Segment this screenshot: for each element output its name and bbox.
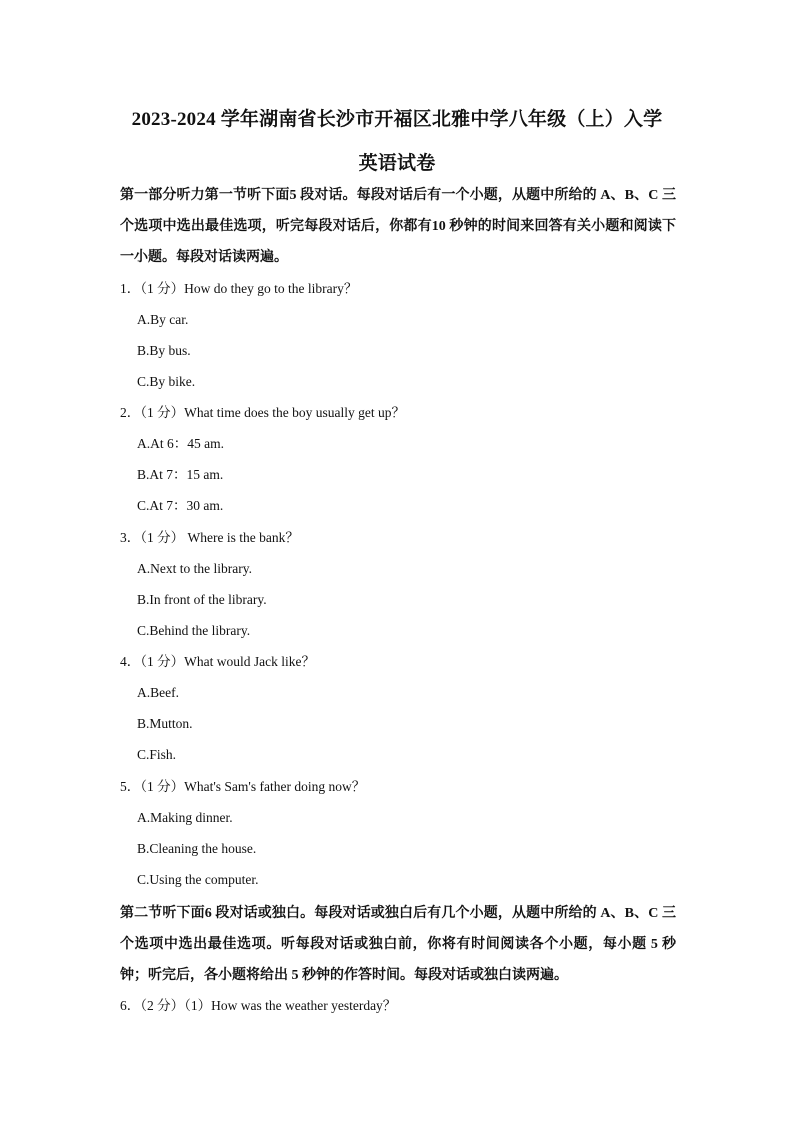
section2-instructions: 第二节听下面6 段对话或独白。每段对话或独白后有几个小题，从题中所给的 A、B、C 三个选项中选出最佳选项。听每段对话或独白前，你将有时间阅读各个小题，每小题 5 秒钟；听完后，各小题将给出 5 秒钟的作答时间。每段对话或独白读两遍。	[120, 906, 676, 983]
question-2-option-b: B.At 7：15 am.	[137, 467, 224, 482]
question-3-stem: 3．（1 分） Where is the bank？	[120, 530, 299, 545]
question-4-stem: 4．（1 分）What would Jack like？	[120, 654, 315, 669]
question-3-option-b: B.In front of the library.	[137, 592, 267, 607]
question-5-option-c: C.Using the computer.	[137, 872, 259, 887]
question-5-option-b: B.Cleaning the house.	[137, 841, 257, 856]
question-6-stem: 6．（2 分）（1）How was the weather yesterday？	[120, 998, 397, 1013]
question-5-stem: 5．（1 分）What's Sam's father doing now？	[120, 779, 366, 794]
question-2-option-c: C.At 7：30 am.	[137, 498, 224, 513]
question-4-option-a: A.Beef.	[137, 685, 179, 700]
question-5-option-a: A.Making dinner.	[137, 810, 233, 825]
section1-instructions: 第一部分听力第一节听下面5 段对话。每段对话后有一个小题，从题中所给的 A、B、C 三个选项中选出最佳选项，听完每段对话后，你都有10 秒钟的时间来回答有关小题和阅读下一小题。每段对话读两遍。	[120, 188, 676, 265]
question-2-option-a: A.At 6：45 am.	[137, 436, 224, 451]
question-4-option-c: C.Fish.	[137, 747, 177, 762]
question-3-option-a: A.Next to the library.	[137, 561, 252, 576]
question-1-stem: 1．（1 分）How do they go to the library？	[120, 281, 358, 296]
question-1-option-c: C.By bike.	[137, 374, 196, 389]
question-2-stem: 2．（1 分）What time does the boy usually get up？	[120, 405, 405, 420]
question-4-option-b: B.Mutton.	[137, 716, 193, 731]
question-1-option-b: B.By bus.	[137, 343, 191, 358]
exam-title-line2: 英语试卷	[358, 153, 436, 174]
question-1-option-a: A.By car.	[137, 312, 189, 327]
question-3-option-c: C.Behind the library.	[137, 623, 251, 638]
exam-title-line1: 2023-2024 学年湖南省长沙市开福区北雅中学八年级（上）入学	[131, 109, 663, 130]
